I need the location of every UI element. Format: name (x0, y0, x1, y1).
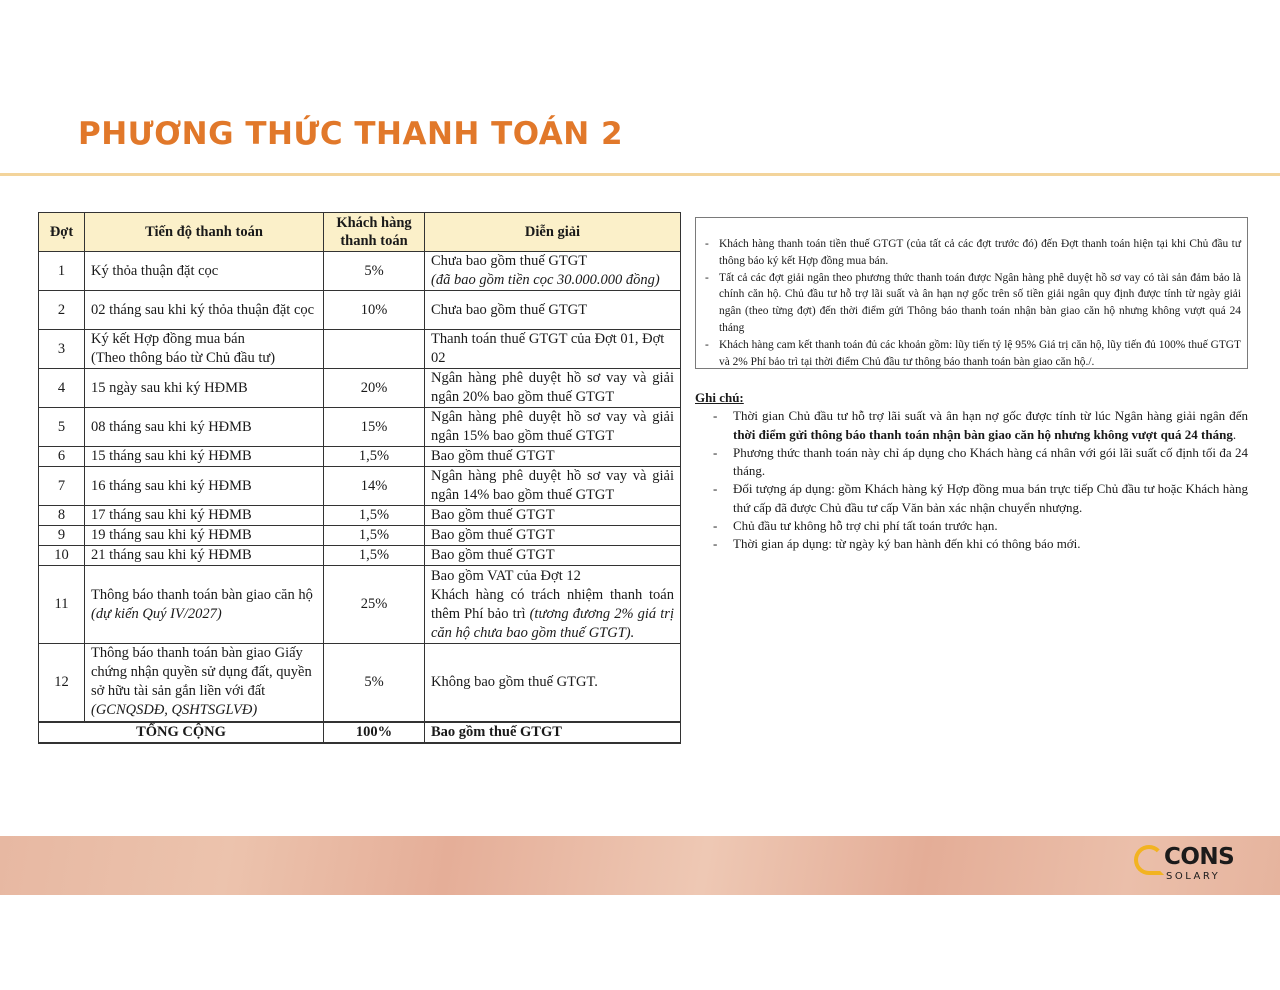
row-pct: 15% (324, 408, 425, 447)
row-schedule: 16 tháng sau khi ký HĐMB (85, 467, 324, 506)
table-row (39, 447, 681, 467)
dash-bullet: - (705, 238, 709, 250)
row-desc-main: Chưa bao gồm thuế GTGT (431, 253, 588, 269)
header-description: Diễn giải (425, 213, 681, 252)
terms-text: Tất cả các đợt giải ngân theo phương thức thanh toán được Ngân hàng phê duyệt hồ sơ vay có tài sản đảm bảo là chính căn hộ. Chủ đầu tư hỗ trợ lãi suất và ân hạn nợ gốc trên số tiền giải ngân quy định được tính từ ngày giải ngân (theo từng đợt) đến thời điểm gửi Thông báo thanh toán nhận bàn giao căn hộ nhưng không vượt quá 24 tháng (719, 271, 1241, 334)
note-text: Chủ đầu tư không hỗ trợ chi phí tất toán trước hạn. (733, 518, 998, 534)
row-desc: Ngân hàng phê duyệt hồ sơ vay và giải ngân 14% bao gồm thuế GTGT (425, 467, 681, 506)
row-no: 8 (39, 506, 85, 526)
row-desc: Bao gồm thuế GTGT (425, 546, 681, 566)
notes-section (695, 389, 1248, 554)
row-no: 6 (39, 447, 85, 467)
table-row (39, 526, 681, 546)
dash-bullet: - (713, 536, 718, 552)
table-row (39, 467, 681, 506)
row-schedule-note: (Theo thông báo từ Chủ đầu tư) (91, 350, 276, 366)
row-desc-main: Bao gồm VAT của Đợt 12 (431, 567, 581, 584)
row-schedule (85, 566, 324, 644)
note-text: Thời gian Chủ đầu tư hỗ trợ lãi suất và ân hạn nợ gốc được tính từ lúc Ngân hàng giải ngân đến (733, 408, 1248, 424)
list-item (695, 407, 1248, 444)
row-schedule-note: (dự kiến Quý IV/2027) (91, 605, 222, 622)
row-pct: 5% (324, 252, 425, 291)
list-item (695, 444, 1248, 481)
row-desc: Bao gồm thuế GTGT (425, 447, 681, 467)
row-no: 2 (39, 291, 85, 330)
dash-bullet: - (713, 481, 718, 497)
row-schedule: 21 tháng sau khi ký HĐMB (85, 546, 324, 566)
logo-brand: CONS (1164, 844, 1235, 870)
bcons-logo (1134, 842, 1234, 888)
payment-schedule-table (38, 212, 681, 744)
list-item (695, 480, 1248, 517)
row-desc-fee-note: (tương đương 2% giá trị căn hộ chưa bao gồm thuế GTGT). (431, 605, 674, 641)
logo-subtitle: SOLARY (1166, 871, 1221, 882)
row-desc: Không bao gồm thuế GTGT. (425, 644, 681, 722)
notes-heading: Ghi chú: (695, 390, 744, 405)
total-label: TỔNG CỘNG (39, 722, 324, 743)
row-desc-extra (431, 586, 674, 643)
list-item (702, 337, 1241, 371)
header-dot: Đợt (39, 213, 85, 252)
table-row (39, 330, 681, 369)
row-pct (324, 330, 425, 369)
dash-bullet: - (713, 518, 718, 534)
dash-bullet: - (713, 408, 718, 424)
note-text-end: . (1232, 426, 1237, 442)
list-item (702, 236, 1241, 270)
row-desc: Ngân hàng phê duyệt hồ sơ vay và giải ngân 15% bao gồm thuế GTGT (425, 408, 681, 447)
row-pct: 1,5% (324, 546, 425, 566)
row-no: 5 (39, 408, 85, 447)
table-row (39, 291, 681, 330)
list-item (695, 517, 1248, 535)
row-pct: 1,5% (324, 447, 425, 467)
row-desc (425, 566, 681, 644)
note-text: Đối tượng áp dụng: gồm Khách hàng ký Hợp đồng mua bán trực tiếp Chủ đầu tư hoặc Khách hàng thứ cấp đã được Chủ đầu tư cấp Văn bản xác nhận chuyển nhượng. (733, 481, 1248, 515)
table-row (39, 369, 681, 408)
total-desc: Bao gồm thuế GTGT (425, 722, 681, 743)
header-payment: Khách hàng thanh toán (324, 213, 425, 252)
row-pct: 1,5% (324, 506, 425, 526)
row-schedule-main: Thông báo thanh toán bàn giao Giấy chứng nhận quyền sử dụng đất, quyền sở hữu tài sản gắn liền với đất (91, 645, 312, 700)
row-desc: Chưa bao gồm thuế GTGT (425, 291, 681, 330)
row-schedule-note: (GCNQSDĐ, QSHTSGLVĐ) (91, 702, 258, 719)
row-schedule (85, 330, 324, 369)
list-item (702, 270, 1241, 337)
dash-bullet: - (713, 444, 718, 460)
row-no: 1 (39, 252, 85, 291)
list-item (695, 535, 1248, 553)
row-no: 10 (39, 546, 85, 566)
row-no: 11 (39, 566, 85, 644)
table-row (39, 566, 681, 644)
table-total-row (39, 722, 681, 743)
note-text: Thời gian áp dụng: từ ngày ký ban hành đến khi có thông báo mới. (733, 536, 1081, 552)
row-pct: 14% (324, 467, 425, 506)
row-schedule-main: Thông báo thanh toán bàn giao căn hộ (91, 586, 313, 603)
row-desc: Thanh toán thuế GTGT của Đợt 01, Đợt 02 (425, 330, 681, 369)
note-text-bold: thời điểm gửi thông báo thanh toán nhận bàn giao căn hộ nhưng không vượt quá 24 tháng (733, 426, 1233, 442)
row-schedule: 15 tháng sau khi ký HĐMB (85, 447, 324, 467)
row-no: 12 (39, 644, 85, 722)
row-schedule: 08 tháng sau khi ký HĐMB (85, 408, 324, 447)
row-schedule (85, 644, 324, 722)
row-schedule: 17 tháng sau khi ký HĐMB (85, 506, 324, 526)
row-schedule-main: Ký kết Hợp đồng mua bán (91, 331, 245, 347)
title-divider (0, 173, 1280, 176)
row-schedule: Ký thỏa thuận đặt cọc (85, 252, 324, 291)
logo-mark-icon (1134, 845, 1164, 875)
row-no: 4 (39, 369, 85, 408)
note-text: Phương thức thanh toán này chỉ áp dụng cho Khách hàng cá nhân với gói lãi suất cố định tối đa 24 tháng. (733, 444, 1248, 479)
row-no: 9 (39, 526, 85, 546)
terms-text: Khách hàng thanh toán tiền thuế GTGT (của tất cả các đợt trước đó) đến Đợt thanh toán hiện tại khi Chủ đầu tư thông báo ký kết Hợp đồng mua bán. (719, 238, 1241, 267)
table-row (39, 506, 681, 526)
table-row (39, 644, 681, 722)
row-pct: 5% (324, 644, 425, 722)
row-pct: 20% (324, 369, 425, 408)
row-no: 3 (39, 330, 85, 369)
row-desc (425, 252, 681, 291)
table-header-row (39, 213, 681, 252)
row-desc: Ngân hàng phê duyệt hồ sơ vay và giải ngân 20% bao gồm thuế GTGT (425, 369, 681, 408)
row-no: 7 (39, 467, 85, 506)
terms-text: Khách hàng cam kết thanh toán đủ các khoản gồm: lũy tiến tỷ lệ 95% Giá trị căn hộ, lũy tiến đủ 100% thuế GTGT và 2% Phí bảo trì tại thời điểm Chủ đầu tư thông báo thanh toán bàn giao căn hộ./. (719, 338, 1241, 368)
dash-bullet: - (705, 271, 709, 284)
terms-box (695, 217, 1248, 369)
dash-bullet: - (705, 338, 709, 351)
row-desc-note: (đã bao gồm tiền cọc 30.000.000 đồng) (431, 272, 660, 288)
row-desc: Bao gồm thuế GTGT (425, 506, 681, 526)
header-schedule: Tiến độ thanh toán (85, 213, 324, 252)
footer-band (0, 836, 1280, 895)
row-pct: 1,5% (324, 526, 425, 546)
row-schedule: 15 ngày sau khi ký HĐMB (85, 369, 324, 408)
row-desc-fee: Khách hàng có trách nhiệm thanh toán thêm Phí bảo trì (431, 586, 674, 622)
row-schedule: 19 tháng sau khi ký HĐMB (85, 526, 324, 546)
total-pct: 100% (324, 722, 425, 743)
table-row (39, 408, 681, 447)
table-row (39, 252, 681, 291)
row-desc: Bao gồm thuế GTGT (425, 526, 681, 546)
row-pct: 25% (324, 566, 425, 644)
row-schedule: 02 tháng sau khi ký thỏa thuận đặt cọc (85, 291, 324, 330)
row-pct: 10% (324, 291, 425, 330)
page-title: PHƯƠNG THỨC THANH TOÁN 2 (78, 116, 624, 152)
table-row (39, 546, 681, 566)
